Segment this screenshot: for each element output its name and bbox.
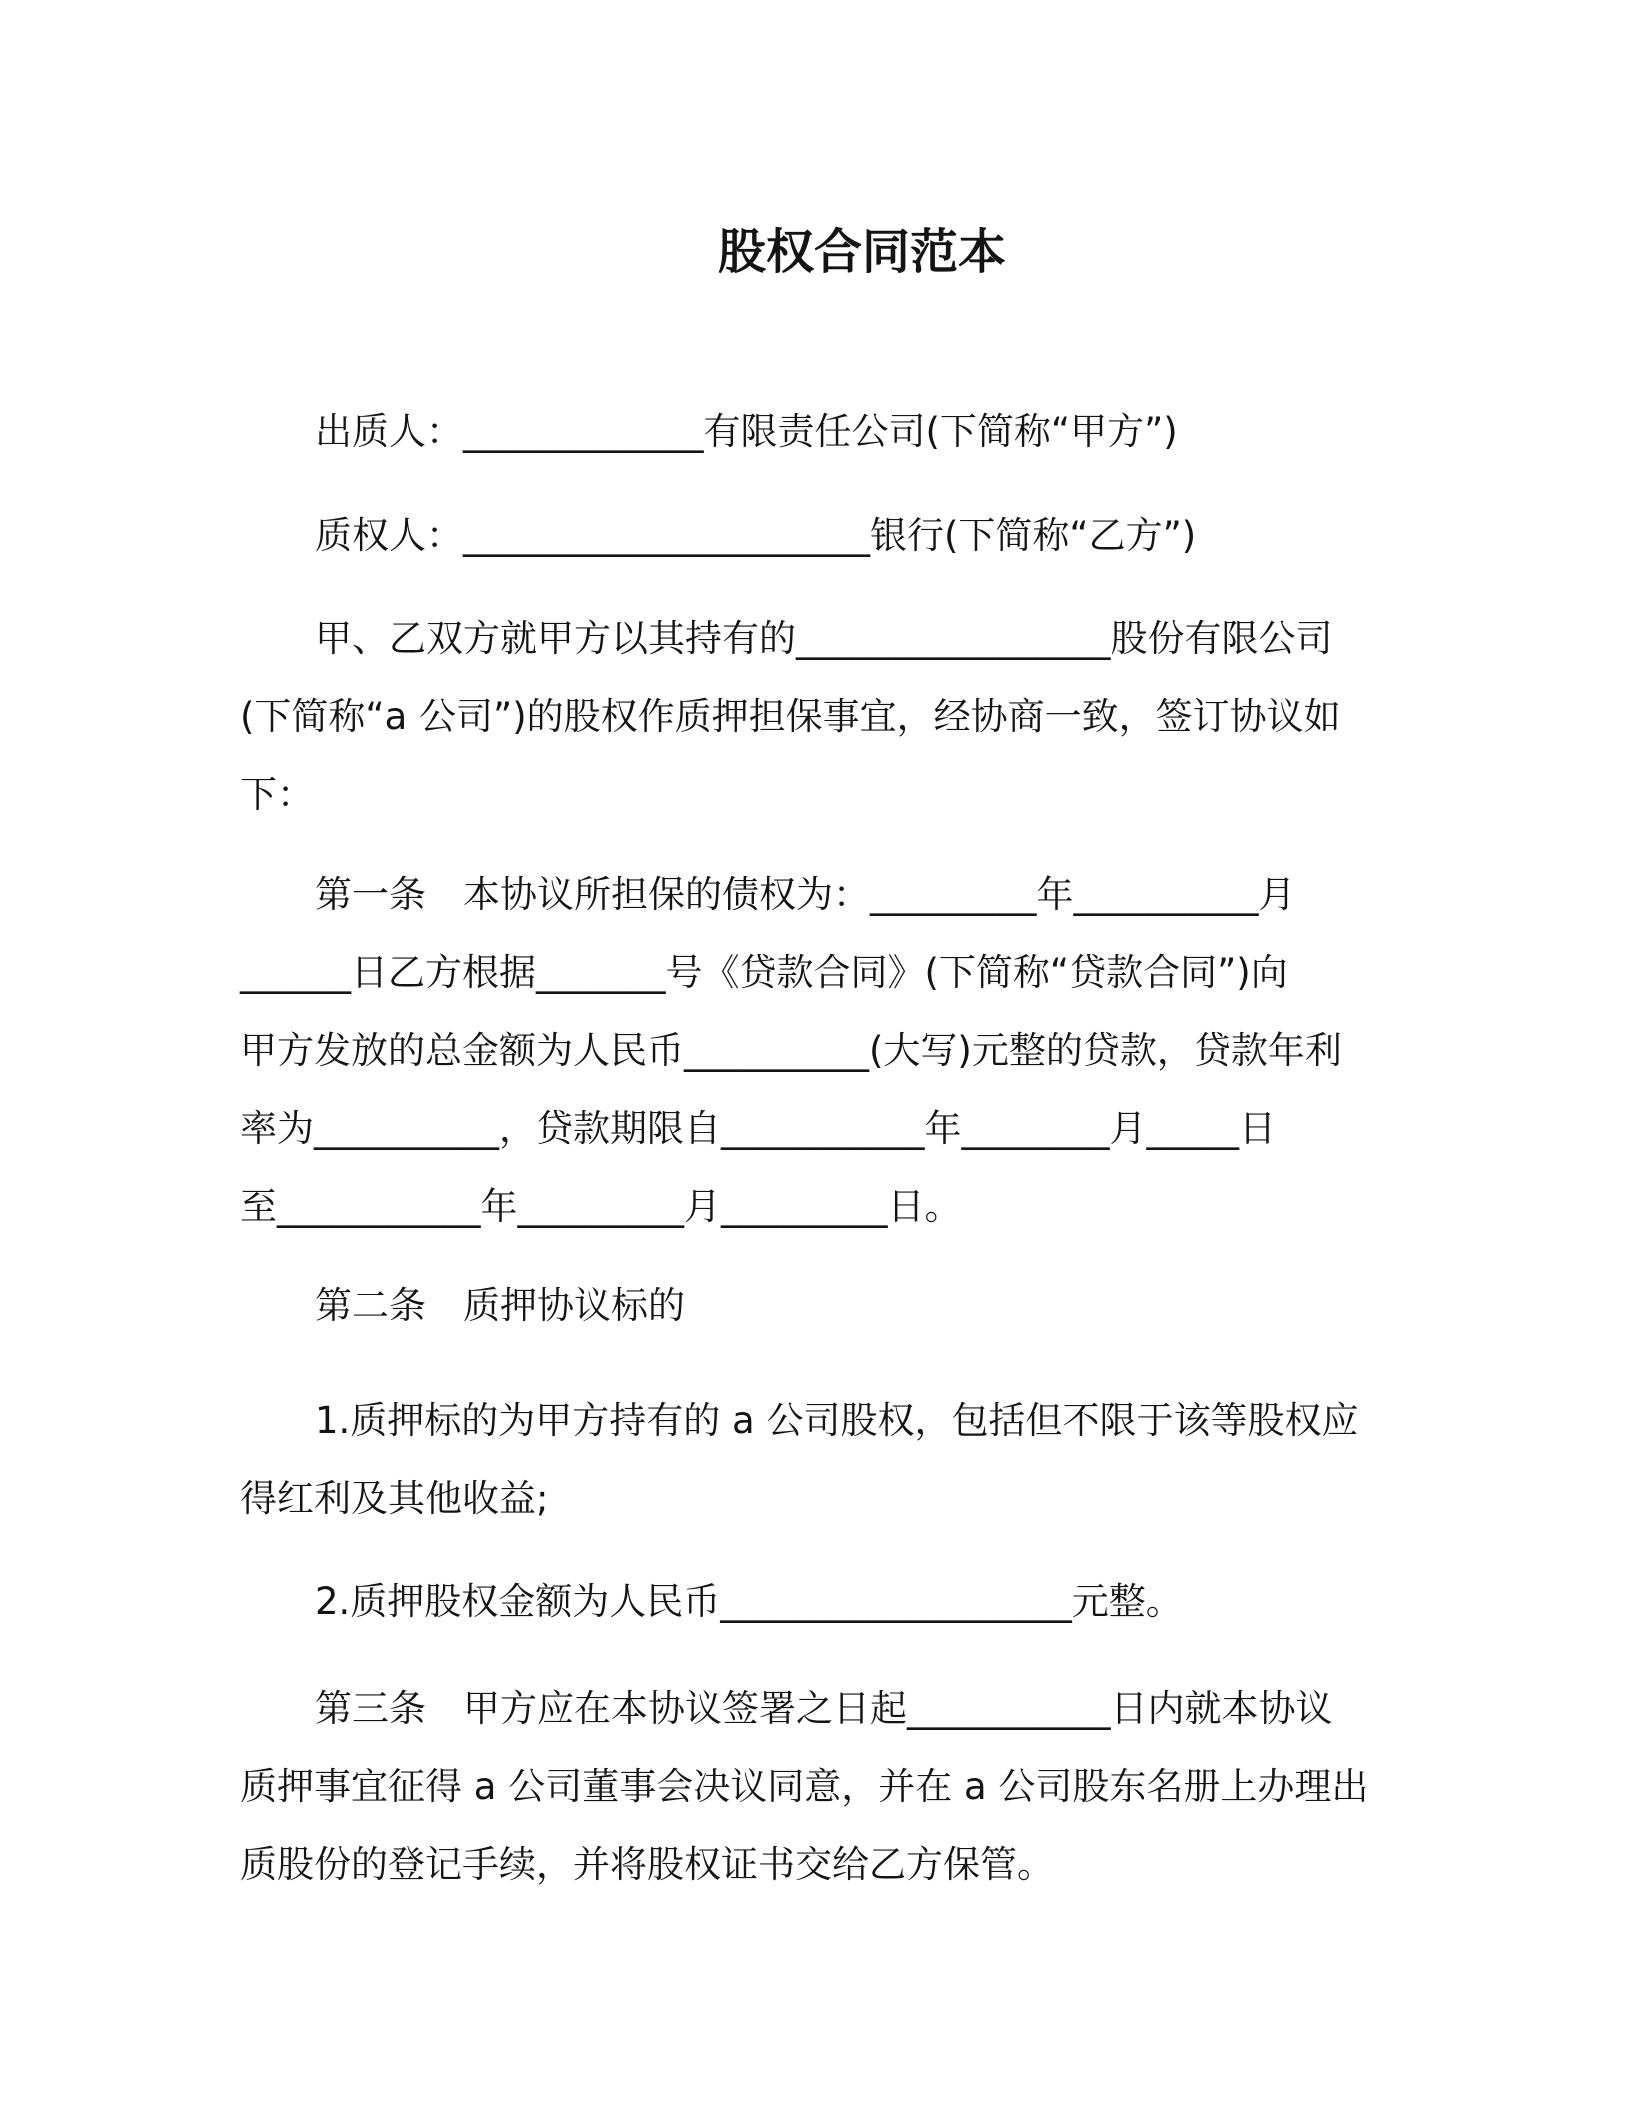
document-title: 股权合同范本 <box>717 224 1006 280</box>
text-line: 至___________年_________月_________日。 <box>240 1185 962 1228</box>
paragraph-article-2-item-2 <box>240 1563 1400 1641</box>
text-line: 甲、乙双方就甲方以其持有的_________________股份有限公司 <box>315 617 1333 660</box>
text-line: 甲方发放的总金额为人民币__________(大写)元整的贷款，贷款年利 <box>240 1029 1342 1072</box>
text-line: ______日乙方根据_______号《贷款合同》(下简称“贷款合同”)向 <box>240 951 1288 994</box>
text-line: 出质人：_____________有限责任公司(下简称“甲方”) <box>315 410 1178 453</box>
paragraph-pledgor <box>240 393 1400 471</box>
text-line: 下： <box>240 773 314 816</box>
paragraph-pledgee <box>240 497 1400 575</box>
text-line: 第三条 甲方应在本协议签署之日起___________日内就本协议 <box>315 1687 1333 1730</box>
text-line: 质股份的登记手续，并将股权证书交给乙方保管。 <box>240 1843 1054 1886</box>
text-line: 率为__________，贷款期限自___________年________月_____日 <box>240 1107 1276 1150</box>
text-line: 第二条 质押协议标的 <box>315 1284 685 1327</box>
paragraph-article-3 <box>240 1670 1400 1904</box>
text-line: 2.质押股权金额为人民币___________________元整。 <box>315 1580 1183 1623</box>
text-line: 得红利及其他收益; <box>240 1477 549 1520</box>
text-line: (下简称“a 公司”)的股权作质押担保事宜，经协商一致，签订协议如 <box>240 695 1341 738</box>
text-line: 1.质押标的为甲方持有的 a 公司股权，包括但不限于该等股权应 <box>315 1399 1359 1442</box>
paragraph-article-1 <box>240 856 1400 1246</box>
paragraph-article-2-item-1 <box>240 1382 1400 1538</box>
paragraph-article-2 <box>240 1267 1400 1345</box>
text-line: 第一条 本协议所担保的债权为：_________年__________月 <box>315 873 1296 916</box>
text-line: 质押事宜征得 a 公司董事会决议同意，并在 a 公司股东名册上办理出 <box>240 1765 1369 1808</box>
text-line: 质权人：______________________银行(下简称“乙方”) <box>315 514 1197 557</box>
paragraph-preamble <box>240 600 1400 834</box>
